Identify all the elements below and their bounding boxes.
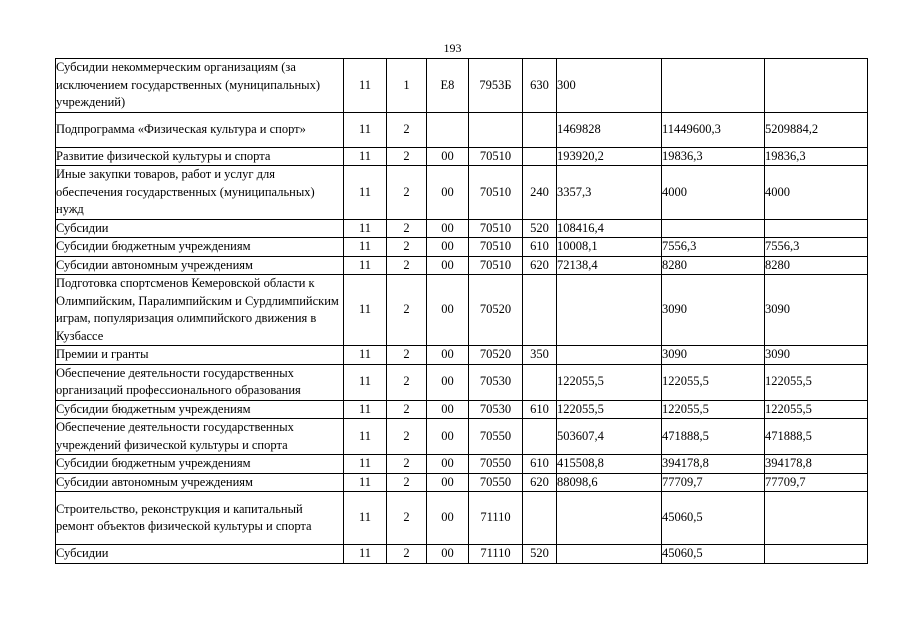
amount-year3-cell: 7556,3 — [765, 238, 868, 257]
amount-year2-cell: 471888,5 — [662, 419, 765, 455]
target-code-part1-cell: 00 — [427, 455, 469, 474]
amount-year1-cell: 88098,6 — [557, 473, 662, 492]
table-row — [56, 166, 868, 220]
table-row — [56, 147, 868, 166]
row-name-cell: Подготовка спортсменов Кемеровской области к Олимпийским, Паралимпийским и Сурдлимпийским играм, популяризация олимпийского движения в Кузбассе — [56, 275, 344, 346]
subsection-code-cell: 2 — [387, 346, 427, 365]
expense-type-code-cell: 620 — [523, 473, 557, 492]
row-name-cell: Развитие физической культуры и спорта — [56, 147, 344, 166]
table-row — [56, 492, 868, 545]
row-name-cell: Обеспечение деятельности государственных учреждений физической культуры и спорта — [56, 419, 344, 455]
amount-year2-cell: 3090 — [662, 346, 765, 365]
amount-year1-cell — [557, 545, 662, 564]
target-code-part2-cell: 70510 — [469, 166, 523, 220]
amount-year3-cell: 8280 — [765, 256, 868, 275]
expense-type-code-cell — [523, 147, 557, 166]
amount-year2-cell — [662, 219, 765, 238]
amount-year2-cell: 77709,7 — [662, 473, 765, 492]
expense-type-code-cell: 610 — [523, 455, 557, 474]
subsection-code-cell: 2 — [387, 166, 427, 220]
table-row — [56, 473, 868, 492]
row-name-cell: Иные закупки товаров, работ и услуг для обеспечения государственных (муниципальных) нужд — [56, 166, 344, 220]
budget-table — [55, 58, 868, 564]
subsection-code-cell: 2 — [387, 147, 427, 166]
table-row — [56, 545, 868, 564]
amount-year1-cell: 300 — [557, 59, 662, 113]
row-name-cell: Строительство, реконструкция и капитальный ремонт объектов физической культуры и спорта — [56, 492, 344, 545]
amount-year2-cell: 8280 — [662, 256, 765, 275]
target-code-part2-cell: 71110 — [469, 545, 523, 564]
target-code-part1-cell: 00 — [427, 256, 469, 275]
subsection-code-cell: 2 — [387, 419, 427, 455]
target-code-part1-cell: 00 — [427, 492, 469, 545]
amount-year1-cell — [557, 492, 662, 545]
table-row — [56, 346, 868, 365]
amount-year2-cell: 45060,5 — [662, 492, 765, 545]
amount-year3-cell: 471888,5 — [765, 419, 868, 455]
table-row — [56, 219, 868, 238]
amount-year1-cell: 72138,4 — [557, 256, 662, 275]
expense-type-code-cell: 610 — [523, 400, 557, 419]
subsection-code-cell: 2 — [387, 364, 427, 400]
subsection-code-cell: 2 — [387, 256, 427, 275]
target-code-part2-cell: 70510 — [469, 238, 523, 257]
section-code-cell: 11 — [344, 419, 387, 455]
row-name-cell: Субсидии бюджетным учреждениям — [56, 238, 344, 257]
section-code-cell: 11 — [344, 275, 387, 346]
subsection-code-cell: 2 — [387, 492, 427, 545]
target-code-part1-cell: 00 — [427, 545, 469, 564]
section-code-cell: 11 — [344, 455, 387, 474]
amount-year3-cell: 19836,3 — [765, 147, 868, 166]
subsection-code-cell: 2 — [387, 238, 427, 257]
target-code-part1-cell — [427, 112, 469, 147]
target-code-part2-cell: 70520 — [469, 275, 523, 346]
amount-year3-cell: 3090 — [765, 346, 868, 365]
amount-year3-cell: 3090 — [765, 275, 868, 346]
row-name-cell: Субсидии — [56, 545, 344, 564]
amount-year3-cell: 77709,7 — [765, 473, 868, 492]
expense-type-code-cell: 520 — [523, 219, 557, 238]
row-name-cell: Обеспечение деятельности государственных организаций профессионального образования — [56, 364, 344, 400]
target-code-part1-cell: 00 — [427, 238, 469, 257]
target-code-part2-cell: 70550 — [469, 419, 523, 455]
amount-year1-cell: 122055,5 — [557, 364, 662, 400]
amount-year2-cell: 122055,5 — [662, 364, 765, 400]
subsection-code-cell: 2 — [387, 275, 427, 346]
table-row — [56, 238, 868, 257]
amount-year3-cell — [765, 59, 868, 113]
table-row — [56, 419, 868, 455]
expense-type-code-cell — [523, 275, 557, 346]
target-code-part1-cell: 00 — [427, 400, 469, 419]
target-code-part2-cell: 70510 — [469, 219, 523, 238]
row-name-cell: Субсидии бюджетным учреждениям — [56, 400, 344, 419]
expense-type-code-cell — [523, 364, 557, 400]
section-code-cell: 11 — [344, 256, 387, 275]
section-code-cell: 11 — [344, 473, 387, 492]
subsection-code-cell: 2 — [387, 545, 427, 564]
amount-year3-cell: 122055,5 — [765, 364, 868, 400]
expense-type-code-cell — [523, 419, 557, 455]
target-code-part2-cell: 70530 — [469, 400, 523, 419]
row-name-cell: Подпрограмма «Физическая культура и спорт» — [56, 112, 344, 147]
expense-type-code-cell: 610 — [523, 238, 557, 257]
target-code-part1-cell: 00 — [427, 166, 469, 220]
target-code-part1-cell: 00 — [427, 147, 469, 166]
amount-year1-cell — [557, 275, 662, 346]
row-name-cell: Субсидии автономным учреждениям — [56, 256, 344, 275]
row-name-cell: Премии и гранты — [56, 346, 344, 365]
target-code-part2-cell: 71110 — [469, 492, 523, 545]
section-code-cell: 11 — [344, 112, 387, 147]
amount-year2-cell: 4000 — [662, 166, 765, 220]
amount-year1-cell: 10008,1 — [557, 238, 662, 257]
table-row — [56, 256, 868, 275]
section-code-cell: 11 — [344, 59, 387, 113]
amount-year1-cell: 503607,4 — [557, 419, 662, 455]
amount-year2-cell: 45060,5 — [662, 545, 765, 564]
subsection-code-cell: 1 — [387, 59, 427, 113]
section-code-cell: 11 — [344, 147, 387, 166]
amount-year1-cell: 3357,3 — [557, 166, 662, 220]
row-name-cell: Субсидии автономным учреждениям — [56, 473, 344, 492]
target-code-part1-cell: 00 — [427, 275, 469, 346]
amount-year2-cell: 7556,3 — [662, 238, 765, 257]
section-code-cell: 11 — [344, 219, 387, 238]
subsection-code-cell: 2 — [387, 219, 427, 238]
amount-year1-cell: 415508,8 — [557, 455, 662, 474]
target-code-part2-cell: 70520 — [469, 346, 523, 365]
target-code-part2-cell: 70530 — [469, 364, 523, 400]
subsection-code-cell: 2 — [387, 400, 427, 419]
amount-year2-cell — [662, 59, 765, 113]
amount-year3-cell — [765, 219, 868, 238]
table-row — [56, 364, 868, 400]
section-code-cell: 11 — [344, 545, 387, 564]
target-code-part1-cell: 00 — [427, 219, 469, 238]
target-code-part2-cell: 70510 — [469, 147, 523, 166]
table-body — [56, 59, 868, 564]
amount-year2-cell: 3090 — [662, 275, 765, 346]
target-code-part1-cell: Е8 — [427, 59, 469, 113]
target-code-part2-cell: 70550 — [469, 455, 523, 474]
amount-year1-cell: 193920,2 — [557, 147, 662, 166]
table-row — [56, 400, 868, 419]
amount-year1-cell: 1469828 — [557, 112, 662, 147]
amount-year3-cell — [765, 545, 868, 564]
subsection-code-cell: 2 — [387, 112, 427, 147]
expense-type-code-cell: 240 — [523, 166, 557, 220]
section-code-cell: 11 — [344, 492, 387, 545]
section-code-cell: 11 — [344, 346, 387, 365]
expense-type-code-cell — [523, 112, 557, 147]
amount-year3-cell: 122055,5 — [765, 400, 868, 419]
amount-year3-cell: 4000 — [765, 166, 868, 220]
section-code-cell: 11 — [344, 400, 387, 419]
row-name-cell: Субсидии бюджетным учреждениям — [56, 455, 344, 474]
subsection-code-cell: 2 — [387, 473, 427, 492]
amount-year1-cell: 108416,4 — [557, 219, 662, 238]
section-code-cell: 11 — [344, 238, 387, 257]
page-number: 193 — [443, 41, 462, 55]
amount-year3-cell: 5209884,2 — [765, 112, 868, 147]
amount-year2-cell: 394178,8 — [662, 455, 765, 474]
amount-year2-cell: 19836,3 — [662, 147, 765, 166]
table-row — [56, 455, 868, 474]
table-row — [56, 59, 868, 113]
target-code-part1-cell: 00 — [427, 473, 469, 492]
expense-type-code-cell: 350 — [523, 346, 557, 365]
expense-type-code-cell: 620 — [523, 256, 557, 275]
table-row — [56, 112, 868, 147]
target-code-part2-cell: 70550 — [469, 473, 523, 492]
target-code-part2-cell: 70510 — [469, 256, 523, 275]
target-code-part1-cell: 00 — [427, 364, 469, 400]
table-row — [56, 275, 868, 346]
expense-type-code-cell: 520 — [523, 545, 557, 564]
subsection-code-cell: 2 — [387, 455, 427, 474]
row-name-cell: Субсидии — [56, 219, 344, 238]
target-code-part2-cell: 7953Б — [469, 59, 523, 113]
amount-year3-cell: 394178,8 — [765, 455, 868, 474]
section-code-cell: 11 — [344, 166, 387, 220]
expense-type-code-cell: 630 — [523, 59, 557, 113]
amount-year3-cell — [765, 492, 868, 545]
target-code-part2-cell — [469, 112, 523, 147]
expense-type-code-cell — [523, 492, 557, 545]
amount-year1-cell — [557, 346, 662, 365]
target-code-part1-cell: 00 — [427, 346, 469, 365]
amount-year2-cell: 122055,5 — [662, 400, 765, 419]
target-code-part1-cell: 00 — [427, 419, 469, 455]
section-code-cell: 11 — [344, 364, 387, 400]
amount-year2-cell: 11449600,3 — [662, 112, 765, 147]
row-name-cell: Субсидии некоммерческим организациям (за исключением государственных (муниципальных) учреждений) — [56, 59, 344, 113]
amount-year1-cell: 122055,5 — [557, 400, 662, 419]
